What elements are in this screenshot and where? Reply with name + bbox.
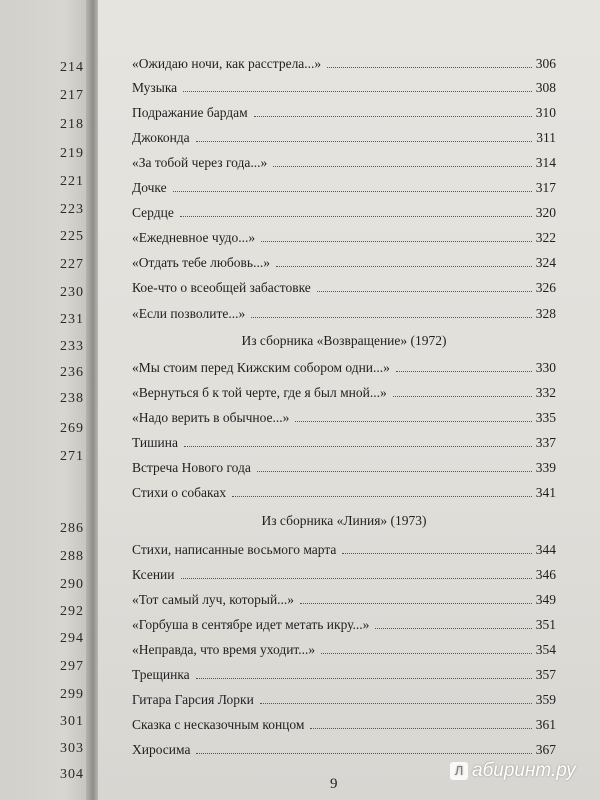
dot-leader [173, 191, 532, 192]
toc-entry-page: 357 [535, 667, 556, 682]
left-page-number: 233 [60, 339, 84, 354]
toc-entry-title: «Неправда, что время уходит...» [132, 642, 316, 657]
page-number: 9 [330, 776, 338, 792]
dot-leader [396, 371, 532, 372]
toc-entry-page: 351 [535, 617, 556, 632]
left-page-number: 223 [60, 202, 84, 217]
dot-leader [257, 471, 532, 472]
toc-entry [132, 356, 556, 376]
toc-entry [132, 176, 556, 196]
toc-entry-title: «Ежедневное чудо...» [132, 230, 256, 245]
toc-entry [132, 588, 556, 608]
left-page-number: 214 [60, 60, 84, 75]
dot-leader [232, 496, 532, 497]
left-page-number: 271 [60, 449, 84, 464]
toc-entry-page: 308 [535, 80, 556, 95]
left-page-number: 230 [60, 285, 84, 300]
toc-entry-page: 324 [535, 255, 556, 270]
toc-entry-page: 306 [535, 56, 556, 71]
dot-leader [261, 241, 532, 242]
left-page-number: 304 [60, 767, 84, 782]
toc-entry-title: Трещинка [132, 667, 190, 682]
toc-entry-page: 341 [535, 485, 556, 500]
toc-entry [132, 201, 556, 221]
toc-entry [132, 456, 556, 476]
toc-entry [132, 251, 556, 271]
toc-entry-title: Кое-что о всеобщей забастовке [132, 280, 311, 295]
toc-entry-title: Стихи, написанные восьмого марта [132, 542, 337, 557]
toc-entry [132, 663, 556, 683]
toc-entry [132, 52, 556, 72]
left-page-number: 227 [60, 257, 84, 272]
toc-entry [132, 226, 556, 246]
toc-entry-page: 328 [535, 306, 556, 321]
toc-entry [132, 563, 556, 583]
toc-entry-title: Подражание бардам [132, 105, 248, 120]
toc-entry-title: «Ожидаю ночи, как расстрела...» [132, 56, 322, 71]
left-page-number: 297 [60, 659, 84, 674]
dot-leader [180, 216, 532, 217]
left-page-number: 221 [60, 174, 84, 189]
toc-entry [132, 713, 556, 733]
toc-entry [132, 126, 556, 146]
dot-leader [300, 603, 532, 604]
dot-leader [251, 317, 532, 318]
left-page-number: 231 [60, 312, 84, 327]
toc-entry-title: Хиросима [132, 742, 191, 757]
left-page-number: 236 [60, 365, 84, 380]
toc-entry [132, 613, 556, 633]
dot-leader [317, 291, 532, 292]
toc-entry-title: «Если позволите...» [132, 306, 246, 321]
dot-leader [375, 628, 531, 629]
left-page-number: 303 [60, 741, 84, 756]
toc-entry-page: 320 [535, 205, 556, 220]
dot-leader [310, 728, 531, 729]
dot-leader [196, 141, 533, 142]
toc-entry-title: «Мы стоим перед Кижским собором одни...» [132, 360, 390, 375]
toc-entry [132, 538, 556, 558]
toc-entry [132, 101, 556, 121]
toc-entry-page: 367 [535, 742, 556, 757]
toc-entry-page: 344 [535, 542, 556, 557]
toc-entry [132, 381, 556, 401]
dot-leader [327, 67, 532, 68]
toc-entry-page: 332 [535, 385, 556, 400]
dot-leader [273, 166, 531, 167]
toc-entry [132, 302, 556, 322]
dot-leader [295, 421, 531, 422]
dot-leader [276, 266, 532, 267]
left-page-number: 219 [60, 146, 84, 161]
dot-leader [393, 396, 532, 397]
left-page-number: 299 [60, 687, 84, 702]
toc-entry [132, 276, 556, 296]
toc-entry [132, 431, 556, 451]
toc-entry-page: 335 [535, 410, 556, 425]
dot-leader [321, 653, 532, 654]
watermark [450, 760, 576, 782]
dot-leader [183, 91, 532, 92]
toc-entry-title: Дочке [132, 180, 167, 195]
dot-leader [184, 446, 532, 447]
left-page-number: 301 [60, 714, 84, 729]
left-page-number: 290 [60, 577, 84, 592]
toc-entry-page: 322 [535, 230, 556, 245]
left-page-number: 269 [60, 421, 84, 436]
toc-entry [132, 688, 556, 708]
left-page-number: 286 [60, 521, 84, 536]
toc-entry-title: Тишина [132, 435, 178, 450]
toc-entry [132, 76, 556, 96]
left-page-number: 294 [60, 631, 84, 646]
toc-entry-title: «Отдать тебе любовь...» [132, 255, 270, 270]
toc-entry-title: «Горбуша в сентябре идет метать икру...» [132, 617, 370, 632]
toc-entry-title: Сердце [132, 205, 174, 220]
watermark-text: абиринт.ру [472, 760, 576, 781]
toc-entry-page: 317 [535, 180, 556, 195]
dot-leader [196, 678, 532, 679]
dot-leader [342, 553, 531, 554]
section-heading: Из сборника «Линия» (1973) [261, 513, 427, 528]
section-heading: Из сборника «Возвращение» (1972) [241, 333, 447, 348]
toc-entry-page: 361 [535, 717, 556, 732]
toc-entry [132, 151, 556, 171]
dot-leader [181, 578, 532, 579]
left-page-number: 217 [60, 88, 84, 103]
toc-entry-title: Ксении [132, 567, 175, 582]
toc-entry-title: Джоконда [132, 130, 190, 145]
left-page-number: 292 [60, 604, 84, 619]
toc-entry-title: «За тобой через года...» [132, 155, 268, 170]
dot-leader [254, 116, 532, 117]
toc-entry-page: 354 [535, 642, 556, 657]
dot-leader [196, 753, 531, 754]
toc-entry-page: 326 [535, 280, 556, 295]
toc-entry [132, 481, 556, 501]
left-page-number: 218 [60, 117, 84, 132]
toc-entry-title: «Тот самый луч, который...» [132, 592, 295, 607]
toc-entry-page: 339 [535, 460, 556, 475]
toc-entry-title: «Надо верить в обычное...» [132, 410, 290, 425]
left-page-number: 288 [60, 549, 84, 564]
toc-entry-page: 310 [535, 105, 556, 120]
toc-entry-page: 346 [535, 567, 556, 582]
left-page-number: 225 [60, 229, 84, 244]
labirint-logo-icon: Л [450, 762, 468, 780]
toc-entry-page: 359 [535, 692, 556, 707]
toc-entry-title: Сказка с несказочным концом [132, 717, 305, 732]
toc-entry-page: 337 [535, 435, 556, 450]
toc-entry-title: «Вернуться б к той черте, где я был мной...» [132, 385, 387, 400]
toc-entry-page: 311 [536, 130, 556, 145]
toc-entry-page: 349 [535, 592, 556, 607]
toc-entry-page: 330 [535, 360, 556, 375]
toc-entry-title: Музыка [132, 80, 178, 95]
toc-entry-title: Стихи о собаках [132, 485, 227, 500]
toc-entry-page: 314 [535, 155, 556, 170]
toc-entry [132, 406, 556, 426]
toc-entry-title: Встреча Нового года [132, 460, 251, 475]
dot-leader [260, 703, 532, 704]
toc-entry [132, 638, 556, 658]
toc-entry-title: Гитара Гарсия Лорки [132, 692, 254, 707]
left-page-number: 238 [60, 391, 84, 406]
toc-entry [132, 738, 556, 758]
